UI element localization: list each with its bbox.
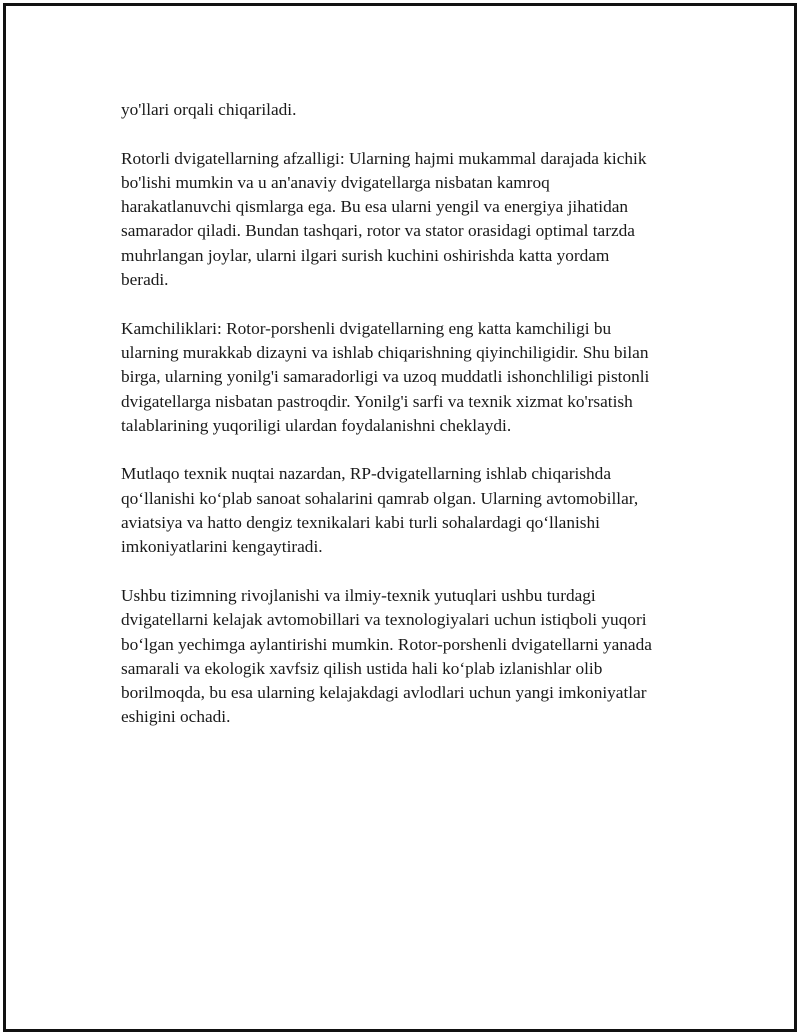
text-line: dvigatellarni kelajak avtomobillari va texnologiyalari uchun istiqboli yuqori	[121, 610, 647, 630]
text-line: samarali va ekologik xavfsiz qilish ustida hali ko‘plab izlanishlar olib	[121, 658, 603, 678]
text-line: aviatsiya va hatto dengiz texnikalari kabi turli sohalardagi qo‘llanishi	[121, 513, 600, 533]
text-line: imkoniyatlarini kengaytiradi.	[121, 537, 323, 557]
text-line: Ushbu tizimning rivojlanishi va ilmiy-texnik yutuqlari ushbu turdagi	[121, 585, 596, 605]
text-line: Rotorli dvigatellarning afzalligi: Ularning hajmi mukammal darajada kichik	[121, 148, 647, 168]
document-body	[121, 98, 691, 754]
text-line: samarador qiladi. Bundan tashqari, rotor va stator orasidagi optimal tarzda	[121, 221, 635, 241]
text-line: beradi.	[121, 270, 169, 290]
text-line: Kamchiliklari: Rotor-porshenli dvigatellarning eng katta kamchiligi bu	[121, 318, 612, 338]
text-line: dvigatellarga nisbatan pastroqdir. Yonilg'i sarfi va texnik xizmat ko'rsatish	[121, 391, 633, 411]
paragraph-5	[121, 584, 691, 730]
text-line: harakatlanuvchi qismlarga ega. Bu esa ularni yengil va energiya jihatidan	[121, 197, 629, 217]
paragraph-2	[121, 147, 691, 293]
text-line: bo'lishi mumkin va u an'anaviy dvigatellarga nisbatan kamroq	[121, 172, 550, 192]
text-line: Mutlaqo texnik nuqtai nazardan, RP-dvigatellarning ishlab chiqarishda	[121, 464, 611, 484]
text-line: birga, ularning yonilg'i samaradorligi va uzoq muddatli ishonchliligi pistonli	[121, 367, 650, 387]
text-line: ularning murakkab dizayni va ishlab chiqarishning qiyinchiligidir. Shu bilan	[121, 342, 649, 362]
text-line: qo‘llanishi ko‘plab sanoat sohalarini qamrab olgan. Ularning avtomobillar,	[121, 488, 639, 508]
text-line: borilmoqda, bu esa ularning kelajakdagi avlodlari uchun yangi imkoniyatlar	[121, 683, 647, 703]
text-line: eshigini ochadi.	[121, 707, 231, 727]
paragraph-3	[121, 317, 691, 438]
text-line: talablarining yuqoriligi ulardan foydalanishni cheklaydi.	[121, 415, 512, 435]
text-line: bo‘lgan yechimga aylantirishi mumkin. Rotor-porshenli dvigatellarni yanada	[121, 634, 652, 654]
page-frame	[3, 3, 797, 1032]
paragraph-1	[121, 98, 691, 122]
text-line: yo'llari orqali chiqariladi.	[121, 100, 297, 119]
paragraph-4	[121, 462, 691, 559]
text-line: muhrlangan joylar, ularni ilgari surish kuchini oshirishda katta yordam	[121, 245, 610, 265]
